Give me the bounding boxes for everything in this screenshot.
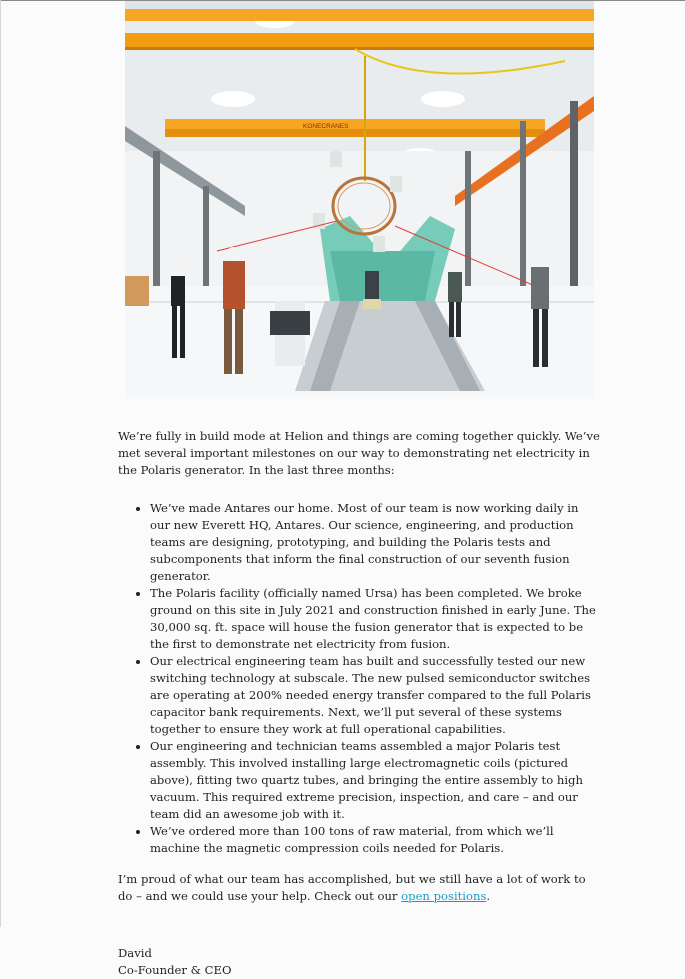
milestone-item: • We’ve made Antares our home. Most of our team is now working daily in our new Everett HQ, Antares. Our science, engineering, and production teams are designing, prototyping, and building the Polaris tests and subcomponents that inform the final construction of our seventh fusion generator. <box>150 500 600 585</box>
milestone-item: • Our engineering and technician teams assembled a major Polaris test assembly. This involved installing large electromagnetic coils (pictured above), fitting two quartz tubes, and bringing the entire assembly to high vacuum. This required extreme precision, inspection, and care – and our team did an awesome job with it. <box>150 738 600 823</box>
person-center <box>363 271 381 309</box>
open-positions-link[interactable]: open positions <box>401 889 487 903</box>
closing-text: I’m proud of what our team has accomplished, but we still have a lot of work to do – and we could use your help. Check out our <box>118 872 586 903</box>
closing-paragraph <box>118 871 600 905</box>
milestone-item: • We’ve ordered more than 100 tons of raw material, from which we’ll machine the magnetic compression coils needed for Polaris. <box>150 823 600 857</box>
intro-paragraph: We’re fully in build mode at Helion and things are coming together quickly. We’ve met several important milestones on our way to demonstrating net electricity in the Polaris generator. In the last three months: <box>118 429 600 477</box>
milestone-list <box>118 500 600 857</box>
closing-period: . <box>486 889 491 903</box>
lab-photo-illustration <box>125 1 594 399</box>
signature-name: David <box>118 946 152 960</box>
milestone-item: • The Polaris facility (officially named Ursa) has been completed. We broke ground on this site in July 2021 and construction finished in early June. The 30,000 sq. ft. space will house the fusion generator that is expected to be the first to demonstrate net electricity from fusion. <box>150 585 600 653</box>
signature-title: Co-Founder & CEO <box>118 963 232 977</box>
signature <box>118 945 600 979</box>
window-left-border <box>0 0 1 927</box>
milestone-item: • Our electrical engineering team has built and successfully tested our new switching technology at subscale. The new pulsed semiconductor switches are operating at 200% needed energy transfer compared to the full Polaris capacitor bank requirements. Next, we’ll put several of these systems together to ensure they work at full operational capabilities. <box>150 653 600 738</box>
lab-photo <box>125 1 594 399</box>
newsletter-body <box>118 428 600 979</box>
crane-brand: KONECRANES <box>303 123 349 130</box>
